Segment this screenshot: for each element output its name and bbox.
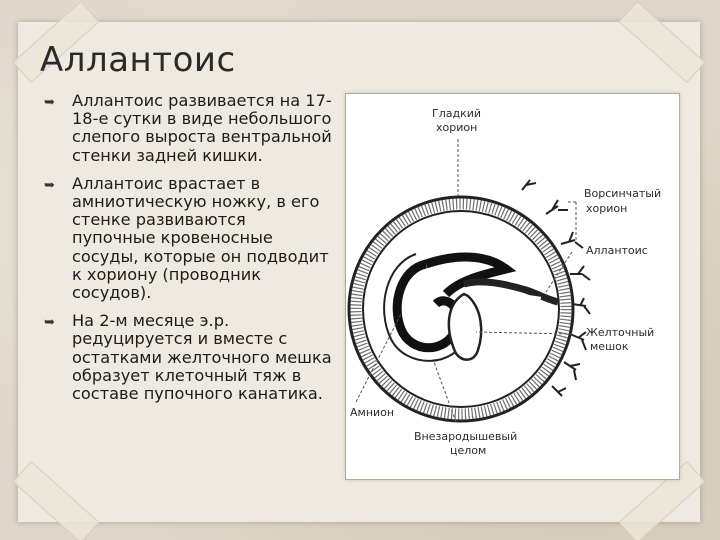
tape-bottom-left: [12, 461, 99, 540]
label-smooth-chorion-1: Гладкий: [432, 107, 482, 120]
label-extraembryonic-coelom-1: Внезародышевый: [414, 430, 518, 443]
slide-title: Аллантоис: [40, 40, 236, 80]
label-villous-chorion-2: хорион: [586, 202, 628, 215]
label-yolk-sac-2: мешок: [590, 340, 629, 353]
bullet-item: [44, 312, 334, 403]
label-extraembryonic-coelom-2: целом: [450, 444, 487, 457]
label-amnion: Амнион: [350, 406, 395, 419]
bullet-item: [44, 175, 334, 302]
embryo-diagram: [346, 94, 679, 479]
tape-top-right: [618, 1, 705, 83]
label-smooth-chorion-2: хорион: [436, 121, 478, 134]
yolk-sac: [449, 294, 481, 360]
bullet-item: [44, 92, 334, 165]
bullet-text: Аллантоис врастает в амниотическую ножку, в его стенке развиваются пупочные кровеносные сосуды, которые он подводит к хориону (проводник сосудов).: [72, 173, 329, 303]
connecting-stalk: [464, 282, 558, 302]
label-villous-chorion-1: Ворсинчатый: [584, 187, 662, 200]
amnion-inner: [426, 257, 506, 294]
arrow-bullet-icon: ➥: [44, 177, 55, 193]
bullet-text: Аллантоис развивается на 17-18-е сутки в виде небольшого слепого выроста вентральной стенки задней кишки.: [72, 91, 332, 165]
arrow-bullet-icon: ➥: [44, 95, 55, 110]
bullet-text: На 2-м месяце э.р. редуцируется и вместе с остатками желточного мешка образует клеточный тяж в составе пупочного канатика.: [72, 311, 332, 404]
embryo-figure: [345, 93, 680, 480]
label-allantois: Аллантоис: [586, 244, 648, 257]
label-yolk-sac-1: Желточный: [586, 326, 655, 339]
bullet-list: [44, 92, 334, 413]
arrow-bullet-icon: ➥: [44, 315, 55, 331]
